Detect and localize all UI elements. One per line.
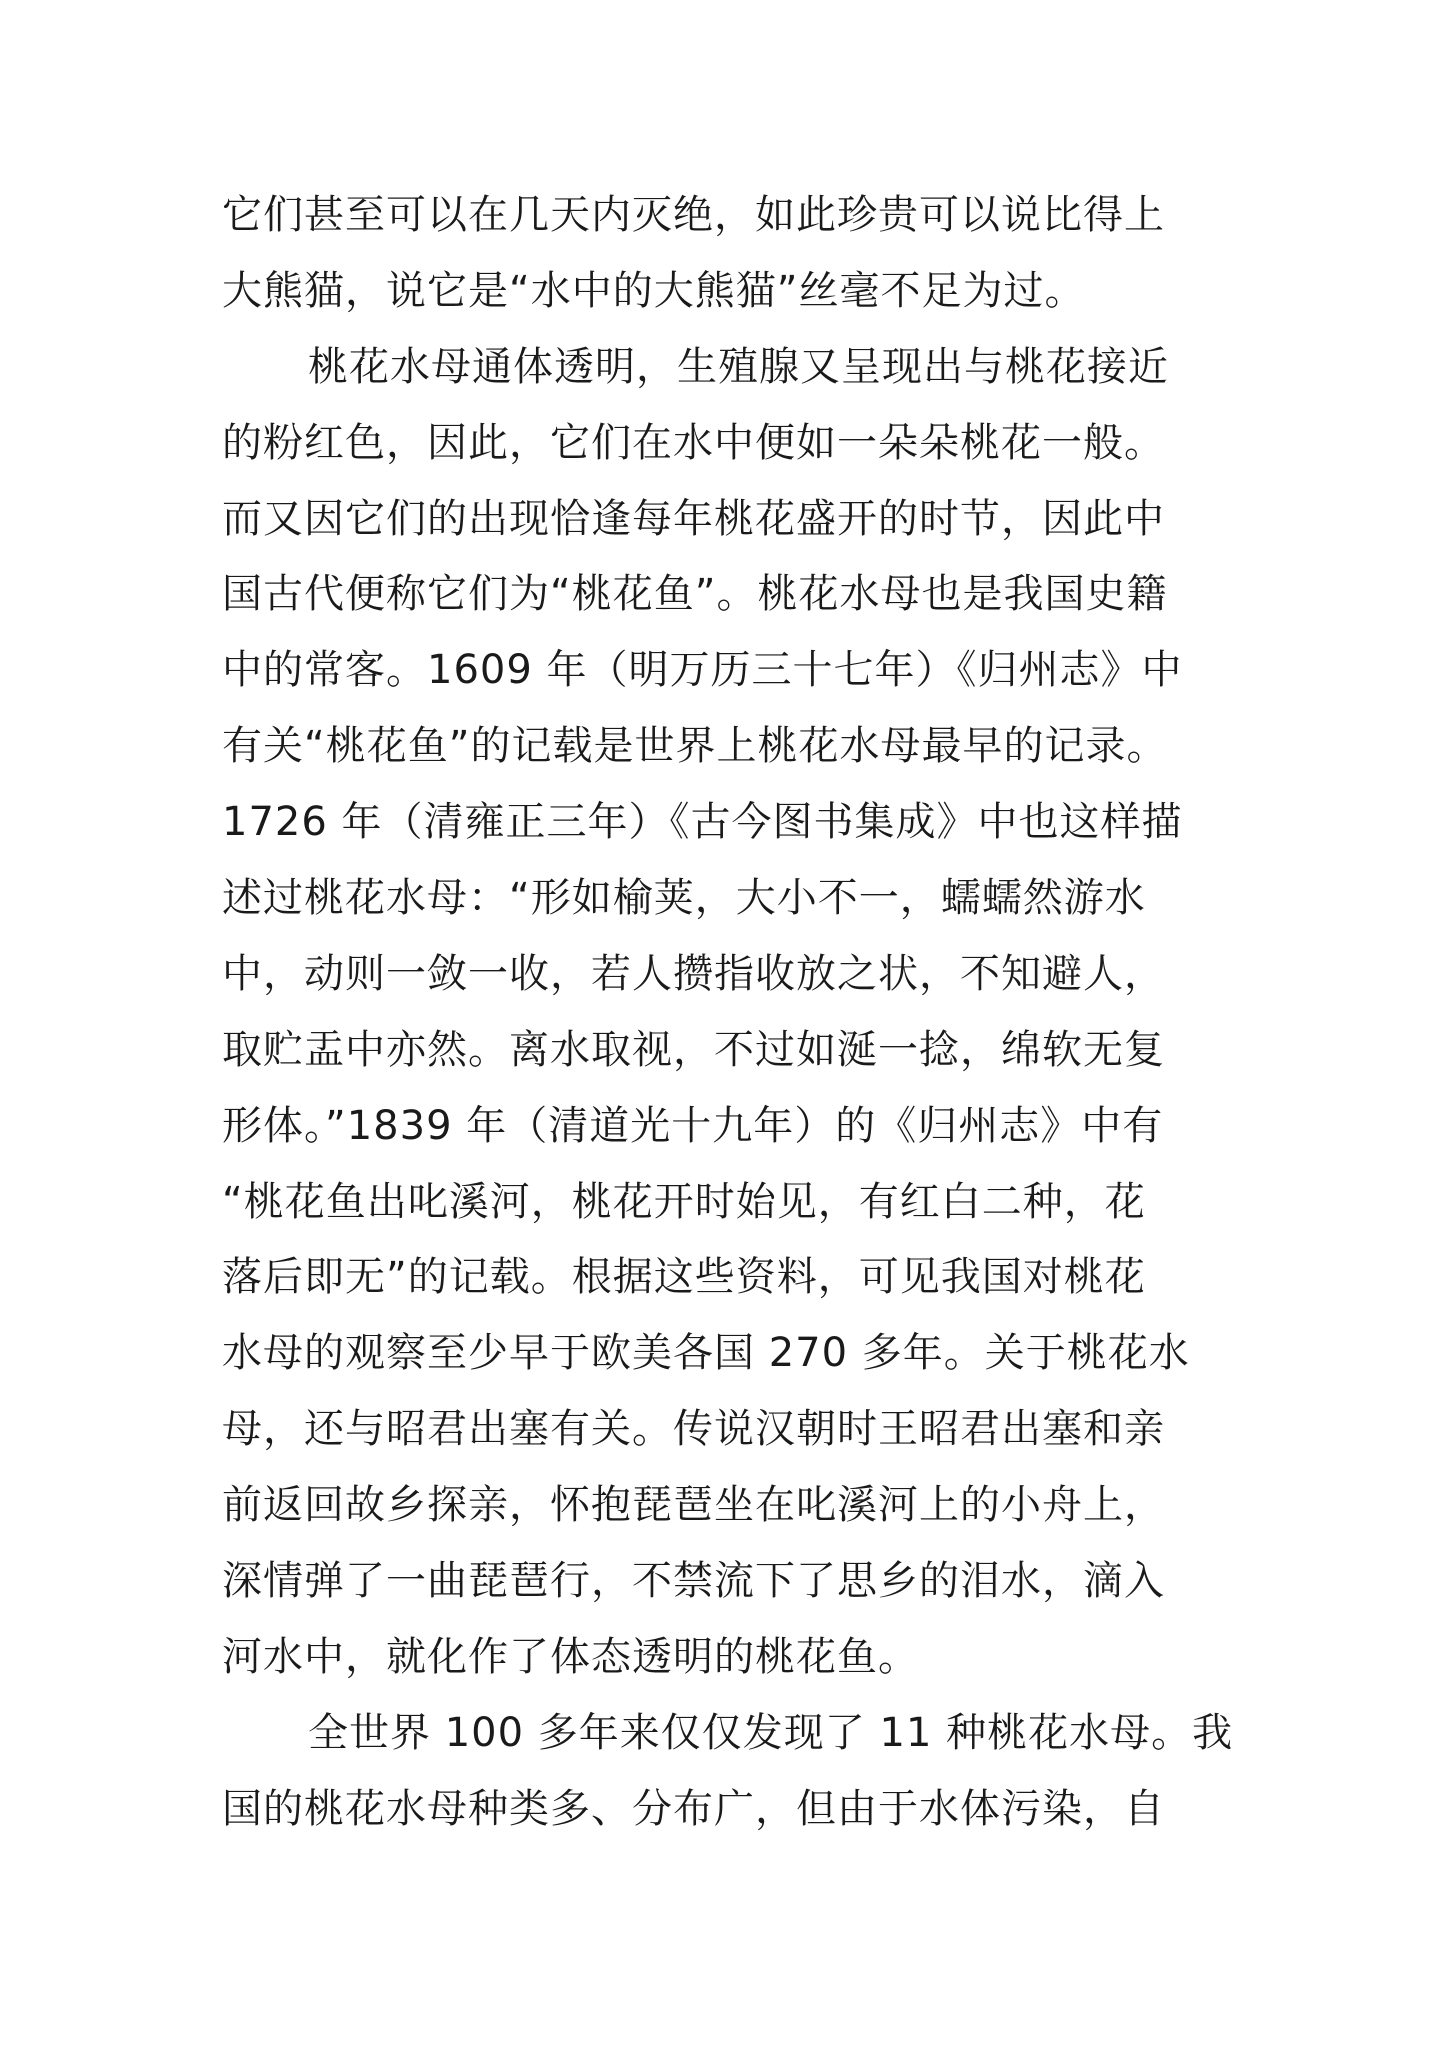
text-line: 国古代便称它们为“桃花鱼”。桃花水母也是我国史籍 (222, 571, 1168, 618)
text-line: 国的桃花水母种类多、分布广，但由于水体污染，自 (222, 1785, 1165, 1832)
text-line: 而又因它们的出现恰逢每年桃花盛开的时节，因此中 (222, 495, 1165, 542)
text-line: 母，还与昭君出塞有关。传说汉朝时王昭君出塞和亲 (222, 1406, 1165, 1453)
text-line: 大熊猫，说它是“水中的大熊猫”丝毫不足为过。 (222, 267, 1086, 314)
text-line: 取贮盂中亦然。离水取视，不过如涎一捻，绵软无复 (222, 1026, 1165, 1073)
paragraph-first-line: 桃花水母通体透明，生殖腺又呈现出与桃花接近 (308, 343, 1169, 390)
text-line: “桃花鱼出叱溪河，桃花开时始见，有红白二种，花 (222, 1178, 1146, 1225)
text-line: 的粉红色，因此，它们在水中便如一朵朵桃花一般。 (222, 419, 1165, 466)
text-line: 述过桃花水母：“形如榆荚，大小不一，蠕蠕然游水 (222, 875, 1146, 922)
text-line: 前返回故乡探亲，怀抱琵琶坐在叱溪河上的小舟上， (222, 1482, 1165, 1529)
text-line: 它们甚至可以在几天内灭绝，如此珍贵可以说比得上 (222, 192, 1165, 238)
text-line: 中的常客。1609 年（明万历三十七年）《归州志》中 (222, 647, 1183, 694)
body-text (222, 178, 1242, 1848)
text-line: 1726 年（清雍正三年）《古今图书集成》中也这样描 (222, 799, 1183, 846)
text-line: 落后即无”的记载。根据这些资料，可见我国对桃花 (222, 1254, 1146, 1301)
text-line: 河水中，就化作了体态透明的桃花鱼。 (222, 1633, 919, 1680)
paragraph-first-line: 全世界 100 多年来仅仅发现了 11 种桃花水母。我 (308, 1709, 1234, 1756)
text-line: 形体。”1839 年（清道光十九年）的《归州志》中有 (222, 1102, 1164, 1149)
text-line: 深情弹了一曲琵琶行，不禁流下了思乡的泪水，滴入 (222, 1558, 1165, 1605)
text-line: 中，动则一敛一收，若人攒指收放之状，不知避人， (222, 950, 1165, 997)
text-line: 有关“桃花鱼”的记载是世界上桃花水母最早的记录。 (222, 723, 1168, 770)
text-line: 水母的观察至少早于欧美各国 270 多年。关于桃花水 (222, 1330, 1190, 1377)
